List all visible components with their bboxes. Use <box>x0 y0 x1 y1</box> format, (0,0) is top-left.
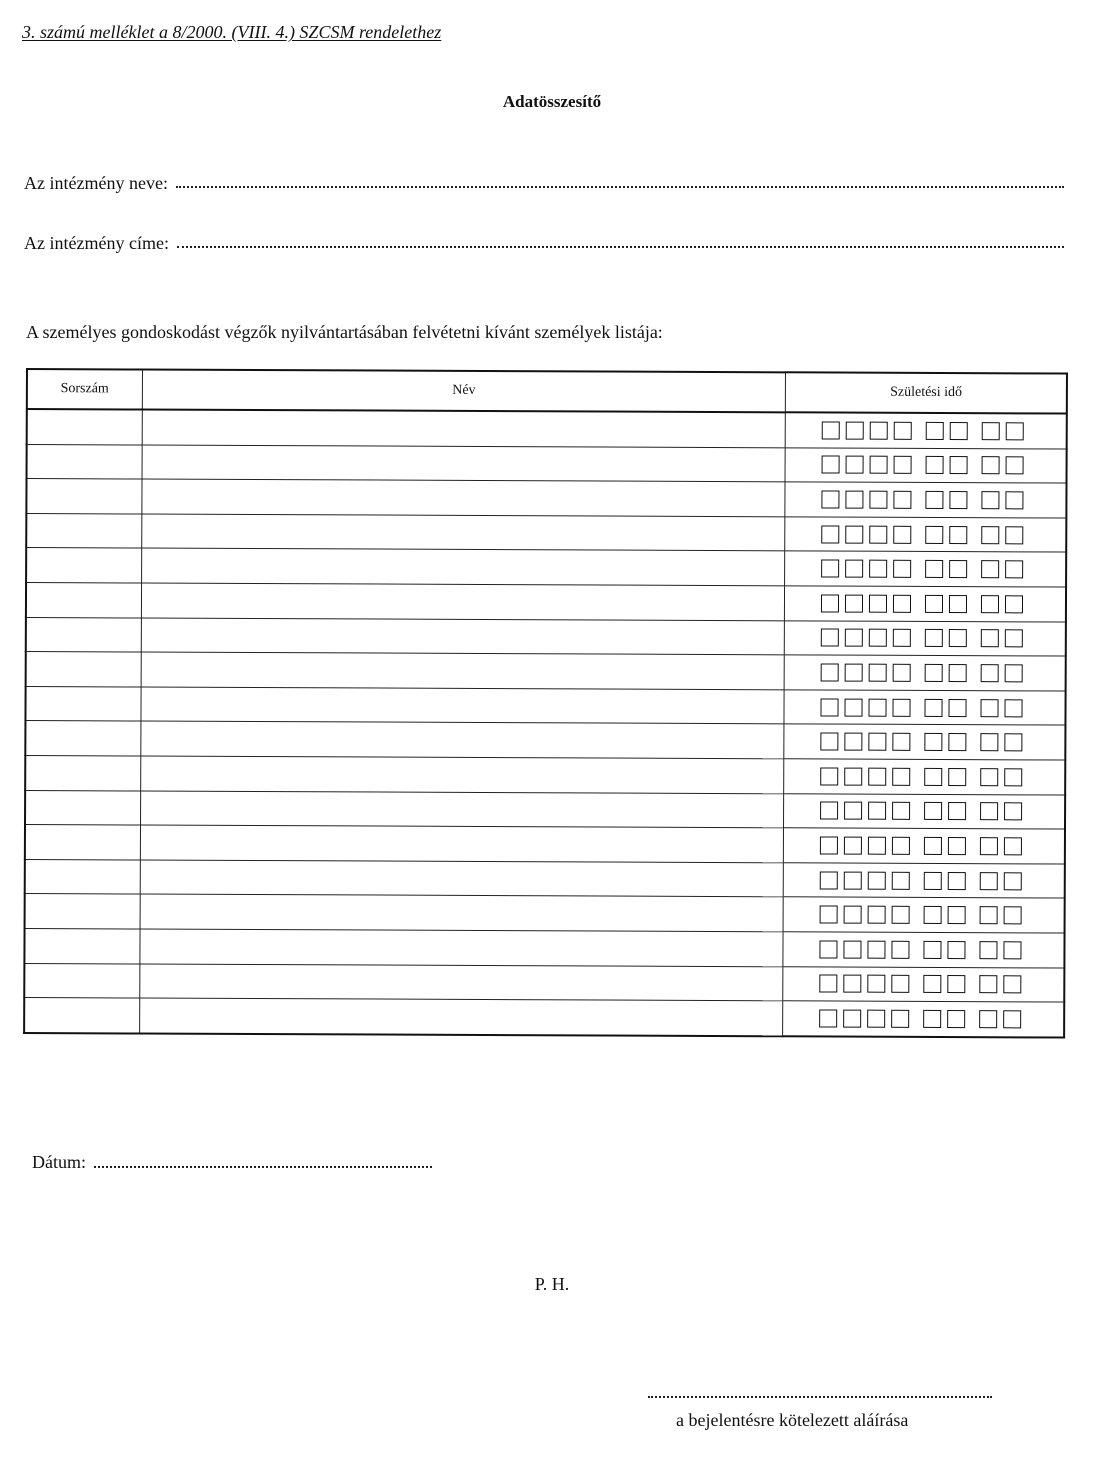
digit-box[interactable] <box>949 595 967 613</box>
digit-box[interactable] <box>981 699 999 717</box>
digit-box[interactable] <box>1003 1010 1021 1028</box>
digit-box[interactable] <box>820 906 838 924</box>
digit-box[interactable] <box>869 525 887 543</box>
table-row <box>25 894 1065 933</box>
digit-box[interactable] <box>924 768 942 786</box>
table-row <box>25 859 1065 898</box>
digit-box[interactable] <box>925 595 943 613</box>
date-box-group <box>785 767 1065 786</box>
digit-box[interactable] <box>867 1010 885 1028</box>
date-box-group <box>784 940 1064 959</box>
nev-cell[interactable] <box>140 791 784 828</box>
table-row <box>26 513 1066 552</box>
digit-box[interactable] <box>821 525 839 543</box>
sorszam-cell[interactable] <box>27 409 142 445</box>
digit-box[interactable] <box>894 491 912 509</box>
table-row <box>24 928 1064 967</box>
institution-address-label: Az intézmény címe: <box>24 233 169 253</box>
digit-box[interactable] <box>846 456 864 474</box>
date-box-group <box>783 1009 1063 1028</box>
digit-box[interactable] <box>947 975 965 993</box>
digit-box[interactable] <box>821 560 839 578</box>
form-title: Adatösszesítő <box>502 92 602 111</box>
table-row <box>26 548 1066 587</box>
digit-box[interactable] <box>926 456 944 474</box>
table-body <box>24 409 1067 1037</box>
digit-box[interactable] <box>822 490 840 508</box>
digit-box[interactable] <box>925 629 943 647</box>
date-box-group <box>785 629 1065 648</box>
date-box-group <box>786 525 1066 544</box>
institution-address-dotted-line[interactable] <box>177 232 1064 248</box>
digit-box[interactable] <box>979 975 997 993</box>
table-header-row <box>27 369 1067 414</box>
digit-box[interactable] <box>869 560 887 578</box>
table-row <box>25 755 1065 794</box>
table-row <box>25 686 1065 725</box>
digit-box[interactable] <box>948 872 966 890</box>
digit-box[interactable] <box>844 802 862 820</box>
digit-box[interactable] <box>894 422 912 440</box>
digit-box[interactable] <box>949 560 967 578</box>
szuletesi-ido-cell <box>784 863 1065 899</box>
digit-box[interactable] <box>868 767 886 785</box>
digit-box[interactable] <box>844 871 862 889</box>
szuletesi-ido-cell <box>783 1001 1064 1037</box>
digit-box[interactable] <box>820 767 838 785</box>
nev-cell[interactable] <box>142 479 786 516</box>
persons-table <box>23 368 1068 1038</box>
signature-dotted-line[interactable] <box>648 1396 992 1398</box>
digit-box[interactable] <box>868 906 886 924</box>
digit-box[interactable] <box>1005 664 1023 682</box>
date-box-group <box>786 490 1066 509</box>
digit-box[interactable] <box>844 767 862 785</box>
date-box-group <box>785 698 1065 717</box>
digit-box[interactable] <box>982 422 1000 440</box>
digit-box[interactable] <box>843 1009 861 1027</box>
date-box-group <box>784 802 1064 821</box>
column-header-sorszam: Sorszám <box>27 369 142 410</box>
sorszam-cell[interactable] <box>27 444 142 479</box>
nev-cell[interactable] <box>142 445 786 482</box>
szuletesi-ido-cell <box>783 966 1064 1002</box>
digit-box[interactable] <box>843 975 861 993</box>
digit-box[interactable] <box>950 456 968 474</box>
digit-box[interactable] <box>846 491 864 509</box>
digit-box[interactable] <box>925 733 943 751</box>
digit-box[interactable] <box>979 1010 997 1028</box>
table-row <box>24 998 1064 1038</box>
digit-box[interactable] <box>948 906 966 924</box>
digit-box[interactable] <box>868 837 886 855</box>
digit-box[interactable] <box>846 421 864 439</box>
szuletesi-ido-cell <box>785 447 1066 483</box>
digit-box[interactable] <box>819 1009 837 1027</box>
digit-box[interactable] <box>820 871 838 889</box>
digit-box[interactable] <box>869 698 887 716</box>
digit-box[interactable] <box>947 1010 965 1028</box>
digit-box[interactable] <box>821 594 839 612</box>
digit-box[interactable] <box>845 733 863 751</box>
digit-box[interactable] <box>892 802 910 820</box>
nev-cell[interactable] <box>140 825 784 862</box>
digit-box[interactable] <box>845 698 863 716</box>
digit-box[interactable] <box>1005 560 1023 578</box>
date-box-group <box>784 905 1064 924</box>
digit-box[interactable] <box>950 491 968 509</box>
institution-name-dotted-line[interactable] <box>176 172 1064 188</box>
digit-box[interactable] <box>981 664 999 682</box>
digit-box[interactable] <box>845 594 863 612</box>
nev-cell[interactable] <box>141 652 785 689</box>
digit-box[interactable] <box>820 836 838 854</box>
table-row <box>24 963 1064 1002</box>
digit-box[interactable] <box>892 940 910 958</box>
digit-box[interactable] <box>923 1010 941 1028</box>
szuletesi-ido-cell <box>784 655 1065 691</box>
digit-box[interactable] <box>845 664 863 682</box>
digit-box[interactable] <box>869 594 887 612</box>
szuletesi-ido-cell <box>785 586 1066 622</box>
sorszam-cell[interactable] <box>26 617 141 652</box>
digit-box[interactable] <box>869 629 887 647</box>
digit-box[interactable] <box>892 768 910 786</box>
digit-box[interactable] <box>949 629 967 647</box>
date-box-group <box>786 456 1066 475</box>
digit-box[interactable] <box>980 941 998 959</box>
sorszam-cell[interactable] <box>25 686 140 721</box>
digit-box[interactable] <box>844 836 862 854</box>
digit-box[interactable] <box>981 733 999 751</box>
digit-box[interactable] <box>869 733 887 751</box>
table-row <box>26 479 1066 518</box>
digit-box[interactable] <box>925 698 943 716</box>
digit-box[interactable] <box>982 457 1000 475</box>
digit-box[interactable] <box>1005 733 1023 751</box>
digit-box[interactable] <box>981 560 999 578</box>
digit-box[interactable] <box>926 491 944 509</box>
sorszam-cell[interactable] <box>25 755 140 790</box>
digit-box[interactable] <box>845 525 863 543</box>
date-box-group <box>784 871 1064 890</box>
digit-box[interactable] <box>892 871 910 889</box>
table-row <box>26 652 1066 691</box>
institution-address-field <box>24 232 1064 254</box>
column-header-nev: Név <box>142 370 786 413</box>
nev-cell[interactable] <box>141 514 785 551</box>
institution-name-label: Az intézmény neve: <box>24 173 168 193</box>
date-box-group <box>785 663 1065 682</box>
digit-box[interactable] <box>982 491 1000 509</box>
szuletesi-ido-cell <box>784 793 1065 829</box>
date-box-group <box>786 421 1066 440</box>
date-label: Dátum: <box>32 1152 86 1172</box>
nev-cell[interactable] <box>140 894 784 931</box>
sorszam-cell[interactable] <box>24 963 139 998</box>
sorszam-cell[interactable] <box>24 998 139 1034</box>
sorszam-cell[interactable] <box>26 548 141 583</box>
sorszam-cell[interactable] <box>26 479 141 514</box>
digit-box[interactable] <box>892 837 910 855</box>
digit-box[interactable] <box>949 733 967 751</box>
digit-box[interactable] <box>1003 976 1021 994</box>
digit-box[interactable] <box>948 768 966 786</box>
digit-box[interactable] <box>924 837 942 855</box>
sorszam-cell[interactable] <box>25 790 140 825</box>
digit-box[interactable] <box>845 560 863 578</box>
digit-box[interactable] <box>948 802 966 820</box>
digit-box[interactable] <box>980 837 998 855</box>
digit-box[interactable] <box>1004 768 1022 786</box>
digit-box[interactable] <box>844 906 862 924</box>
digit-box[interactable] <box>868 871 886 889</box>
digit-box[interactable] <box>821 733 839 751</box>
digit-box[interactable] <box>822 421 840 439</box>
digit-box[interactable] <box>949 699 967 717</box>
digit-box[interactable] <box>1004 803 1022 821</box>
digit-box[interactable] <box>820 940 838 958</box>
nev-cell[interactable] <box>141 618 785 655</box>
digit-box[interactable] <box>867 975 885 993</box>
digit-box[interactable] <box>923 975 941 993</box>
digit-box[interactable] <box>891 1010 909 1028</box>
sorszam-cell[interactable] <box>25 859 140 894</box>
nev-cell[interactable] <box>140 929 784 966</box>
szuletesi-ido-cell <box>784 828 1065 864</box>
digit-box[interactable] <box>869 664 887 682</box>
digit-box[interactable] <box>894 456 912 474</box>
sorszam-cell[interactable] <box>25 894 140 929</box>
digit-box[interactable] <box>950 422 968 440</box>
digit-box[interactable] <box>924 802 942 820</box>
digit-box[interactable] <box>981 595 999 613</box>
date-box-group <box>785 559 1065 578</box>
digit-box[interactable] <box>893 525 911 543</box>
digit-box[interactable] <box>845 629 863 647</box>
nev-cell[interactable] <box>139 998 783 1036</box>
digit-box[interactable] <box>893 733 911 751</box>
nev-cell[interactable] <box>142 410 786 448</box>
date-field <box>32 1152 432 1173</box>
sorszam-cell[interactable] <box>25 721 140 756</box>
list-heading: A személyes gondoskodást végzők nyilvántartásában felvétetni kívánt személyek listája: <box>26 322 663 342</box>
sorszam-cell[interactable] <box>26 652 141 687</box>
digit-box[interactable] <box>870 456 888 474</box>
sorszam-cell[interactable] <box>26 582 141 617</box>
digit-box[interactable] <box>1004 906 1022 924</box>
table-row <box>26 582 1066 621</box>
table-row <box>25 721 1065 760</box>
nev-cell[interactable] <box>141 687 785 724</box>
date-box-group <box>784 975 1064 994</box>
nev-cell[interactable] <box>141 583 785 620</box>
digit-box[interactable] <box>980 872 998 890</box>
sorszam-cell[interactable] <box>25 825 140 860</box>
digit-box[interactable] <box>868 802 886 820</box>
date-box-group <box>784 836 1064 855</box>
digit-box[interactable] <box>925 560 943 578</box>
digit-box[interactable] <box>948 941 966 959</box>
digit-box[interactable] <box>893 560 911 578</box>
signature-caption: a bejelentésre kötelezett aláírása <box>676 1410 909 1430</box>
digit-box[interactable] <box>926 422 944 440</box>
table-row <box>26 617 1066 656</box>
digit-box[interactable] <box>1005 526 1023 544</box>
digit-box[interactable] <box>892 906 910 924</box>
szuletesi-ido-cell <box>785 551 1066 587</box>
digit-box[interactable] <box>925 664 943 682</box>
digit-box[interactable] <box>949 664 967 682</box>
digit-box[interactable] <box>870 491 888 509</box>
nev-cell[interactable] <box>140 721 784 758</box>
digit-box[interactable] <box>821 698 839 716</box>
digit-box[interactable] <box>893 595 911 613</box>
column-header-szuletesi-ido: Születési idő <box>786 372 1067 413</box>
sorszam-cell[interactable] <box>26 513 141 548</box>
date-dotted-line[interactable] <box>94 1154 432 1168</box>
digit-box[interactable] <box>1004 872 1022 890</box>
nev-cell[interactable] <box>141 548 785 585</box>
digit-box[interactable] <box>821 663 839 681</box>
digit-box[interactable] <box>1004 941 1022 959</box>
table-row <box>27 444 1067 483</box>
szuletesi-ido-cell <box>786 412 1067 448</box>
digit-box[interactable] <box>1006 457 1024 475</box>
nev-cell[interactable] <box>140 756 784 793</box>
sorszam-cell[interactable] <box>24 928 139 963</box>
nev-cell[interactable] <box>140 860 784 897</box>
document-reference: 3. számú melléklet a 8/2000. (VIII. 4.) SZCSM rendelethez <box>22 22 442 42</box>
digit-box[interactable] <box>822 456 840 474</box>
digit-box[interactable] <box>924 906 942 924</box>
szuletesi-ido-cell <box>783 932 1064 968</box>
digit-box[interactable] <box>980 802 998 820</box>
digit-box[interactable] <box>844 940 862 958</box>
date-box-group <box>785 732 1065 751</box>
digit-box[interactable] <box>1004 837 1022 855</box>
digit-box[interactable] <box>819 975 837 993</box>
digit-box[interactable] <box>981 630 999 648</box>
digit-box[interactable] <box>868 940 886 958</box>
digit-box[interactable] <box>981 526 999 544</box>
szuletesi-ido-cell <box>783 897 1064 933</box>
digit-box[interactable] <box>980 906 998 924</box>
digit-box[interactable] <box>821 629 839 647</box>
szuletesi-ido-cell <box>785 620 1066 656</box>
digit-box[interactable] <box>1006 422 1024 440</box>
digit-box[interactable] <box>893 698 911 716</box>
date-box-group <box>785 594 1065 613</box>
digit-box[interactable] <box>924 871 942 889</box>
digit-box[interactable] <box>870 421 888 439</box>
digit-box[interactable] <box>980 768 998 786</box>
table-row <box>25 790 1065 829</box>
digit-box[interactable] <box>948 837 966 855</box>
digit-box[interactable] <box>924 941 942 959</box>
szuletesi-ido-cell <box>785 517 1066 553</box>
stamp-placeholder: P. H. <box>534 1274 570 1294</box>
nev-cell[interactable] <box>139 964 783 1001</box>
szuletesi-ido-cell <box>784 759 1065 795</box>
digit-box[interactable] <box>893 664 911 682</box>
digit-box[interactable] <box>925 526 943 544</box>
digit-box[interactable] <box>820 802 838 820</box>
digit-box[interactable] <box>949 526 967 544</box>
digit-box[interactable] <box>1005 630 1023 648</box>
digit-box[interactable] <box>1005 699 1023 717</box>
table-row <box>27 409 1067 449</box>
szuletesi-ido-cell <box>784 690 1065 726</box>
szuletesi-ido-cell <box>784 724 1065 760</box>
digit-box[interactable] <box>893 629 911 647</box>
digit-box[interactable] <box>1006 491 1024 509</box>
institution-name-field <box>24 172 1064 194</box>
digit-box[interactable] <box>891 975 909 993</box>
digit-box[interactable] <box>1005 595 1023 613</box>
table-row <box>25 825 1065 864</box>
szuletesi-ido-cell <box>785 482 1066 518</box>
